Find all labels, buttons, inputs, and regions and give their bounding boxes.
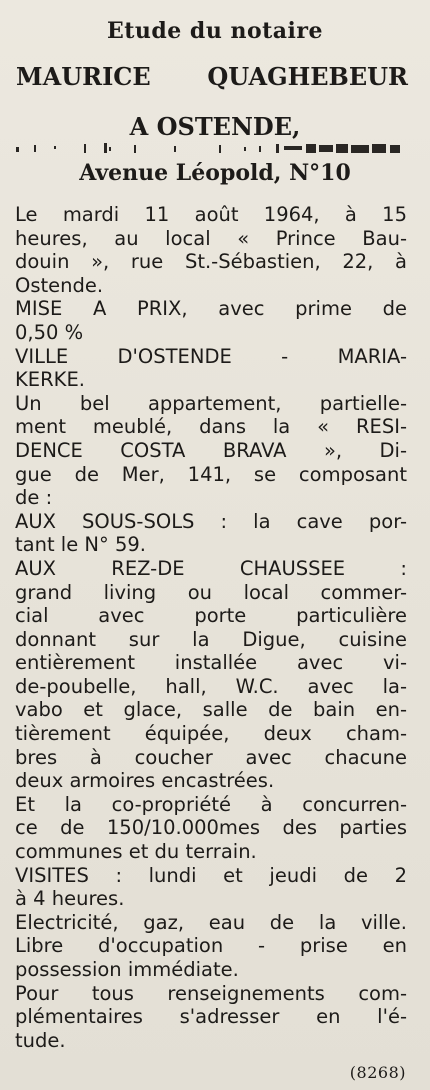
body-line: tièrement équipée, deux cham- [15, 722, 407, 746]
notary-last-name: QUAGHEBEUR [207, 62, 408, 91]
reference-number: (8268) [349, 1063, 406, 1082]
body-line: DENCE COSTA BRAVA », Di- [15, 438, 407, 462]
body-line: Ostende. [15, 273, 104, 297]
body-line: Un bel appartement, partielle- [15, 391, 407, 415]
notary-first-name: MAURICE [16, 62, 151, 91]
body-line: VILLE D'OSTENDE - MARIA- [15, 344, 407, 368]
notary-name [16, 62, 408, 91]
body-line: ment meublé, dans la « RESI- [15, 415, 407, 439]
body-line: donnant sur la Digue, cuisine [15, 627, 407, 651]
body-line: entièrement installée avec vi- [15, 651, 407, 675]
body-line: Pour tous renseignements com- [15, 981, 407, 1005]
body-line: communes et du terrain. [15, 840, 257, 864]
body-line: cial avec porte particulière [15, 604, 407, 628]
body-line: tude. [15, 1028, 66, 1052]
body-line: vabo et glace, salle de bain en- [15, 698, 407, 722]
body-line: bres à coucher avec chacune [15, 745, 407, 769]
body-line: Libre d'occupation - prise en [15, 934, 407, 958]
body-line: de : [15, 486, 53, 510]
notary-city: A OSTENDE, [129, 112, 301, 141]
body-line: tant le N° 59. [15, 533, 146, 557]
body-line: possession immédiate. [15, 958, 239, 981]
body-line: Et la co-propriété à concurren- [15, 792, 407, 816]
body-line: 0,50 % [15, 320, 84, 344]
print-artifact-smudge [14, 141, 404, 157]
body-line: MISE A PRIX, avec prime de [15, 297, 407, 321]
body-line: Electricité, gaz, eau de la ville. [15, 910, 407, 934]
body-line: AUX SOUS-SOLS : la cave por- [15, 509, 407, 533]
announcement-body [15, 203, 407, 1052]
body-line: Le mardi 11 août 1964, à 15 [15, 203, 407, 226]
body-line: ce de 150/10.000mes des parties [15, 816, 407, 840]
body-line: douin », rue St.-Sébastien, 22, à [15, 250, 407, 274]
body-line: VISITES : lundi et jeudi de 2 [15, 863, 407, 887]
body-line: heures, au local « Prince Bau- [15, 226, 407, 250]
notary-address: Avenue Léopold, N°10 [79, 160, 351, 186]
body-line: AUX REZ-DE CHAUSSEE : [15, 556, 407, 580]
body-line: plémentaires s'adresser en l'é- [15, 1005, 407, 1029]
body-line: grand living ou local commer- [15, 580, 407, 604]
body-line: de-poubelle, hall, W.C. avec la- [15, 674, 407, 698]
body-line: deux armoires encastrées. [15, 769, 275, 793]
body-line: gue de Mer, 141, se composant [15, 462, 407, 486]
notary-study-heading: Etude du notaire [106, 18, 324, 44]
body-line: KERKE. [15, 368, 85, 392]
body-line: à 4 heures. [15, 887, 125, 911]
